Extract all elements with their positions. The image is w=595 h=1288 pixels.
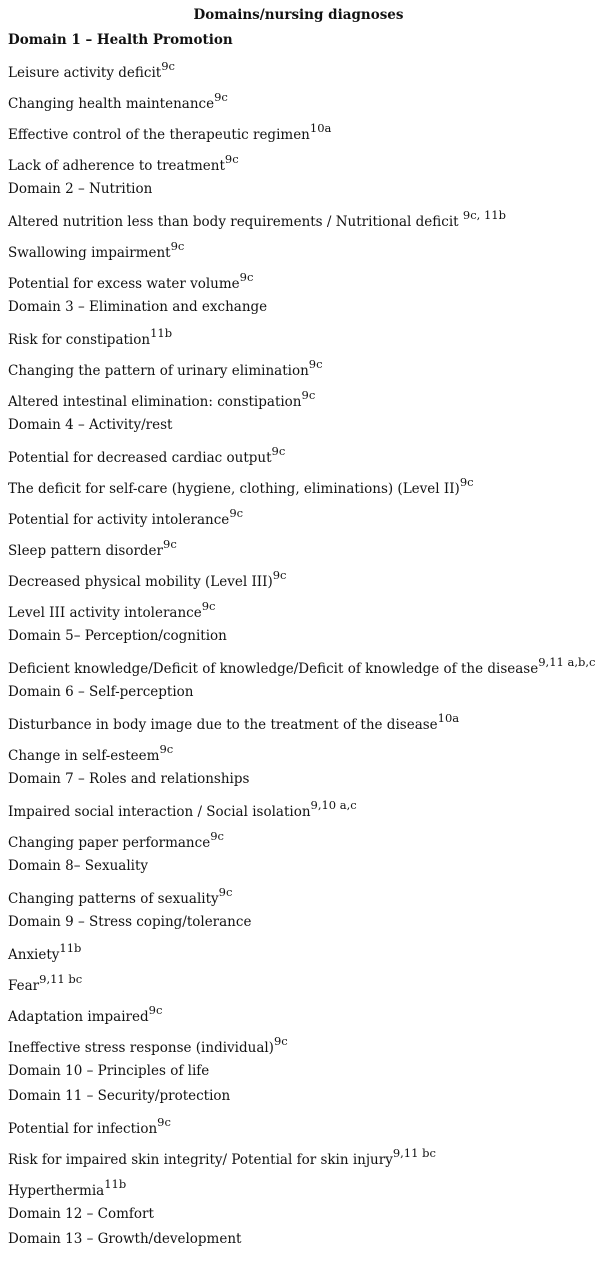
domain-heading xyxy=(8,1084,589,1109)
diagnosis-text: Adaptation impaired xyxy=(8,1009,149,1025)
diagnosis-item xyxy=(8,562,589,593)
reference-superscript: 9c, 11b xyxy=(462,208,506,222)
reference-superscript: 9c xyxy=(161,59,175,73)
table-title: Domains/nursing diagnoses xyxy=(193,7,404,23)
diagnosis-text: Effective control of the therapeutic regimen xyxy=(8,127,310,143)
domain-heading xyxy=(8,1227,589,1252)
reference-superscript: 9c xyxy=(459,475,474,489)
diagnosis-text: Level III activity intolerance xyxy=(8,605,202,621)
diagnosis-text: Deficient knowledge/Deficit of knowledge/Deficit of knowledge of the disease xyxy=(8,661,539,677)
diagnoses-list xyxy=(8,28,595,1252)
domain-heading-text: Domain 12 – Comfort xyxy=(8,1206,154,1222)
diagnosis-item xyxy=(8,966,589,997)
domain-heading xyxy=(8,680,589,705)
diagnosis-item xyxy=(8,649,595,680)
diagnosis-item xyxy=(8,382,589,413)
diagnosis-text: Ineffective stress response (individual) xyxy=(8,1040,274,1056)
reference-superscript: 9,11 bc xyxy=(392,1146,436,1160)
diagnosis-text: Altered intestinal elimination: constipation xyxy=(8,394,302,410)
reference-superscript: 9c xyxy=(218,885,233,899)
diagnosis-item xyxy=(8,84,589,115)
reference-superscript: 11b xyxy=(104,1177,127,1191)
diagnosis-item xyxy=(8,705,589,736)
diagnosis-item xyxy=(8,997,589,1028)
diagnosis-item xyxy=(8,1028,589,1059)
diagnosis-text: Altered nutrition less than body requirements / Nutritional deficit xyxy=(8,214,463,230)
domain-heading-text: Domain 2 – Nutrition xyxy=(8,181,153,197)
domain-heading-text: Domain 7 – Roles and relationships xyxy=(8,771,250,787)
domain-heading-text: Domain 11 – Security/protection xyxy=(8,1088,231,1104)
domain-heading-text: Domain 1 – Health Promotion xyxy=(8,32,233,48)
diagnosis-item xyxy=(8,320,589,351)
diagnosis-text: Potential for activity intolerance xyxy=(8,512,230,528)
diagnosis-item xyxy=(8,500,589,531)
diagnosis-text: Changing paper performance xyxy=(8,835,211,851)
diagnosis-item xyxy=(8,531,589,562)
reference-superscript: 9c xyxy=(170,239,185,253)
reference-superscript: 11b xyxy=(59,941,82,955)
diagnosis-item xyxy=(8,792,589,823)
reference-superscript: 9c xyxy=(272,568,287,582)
diagnosis-text: Potential for infection xyxy=(8,1121,158,1137)
reference-superscript: 10a xyxy=(309,121,332,135)
diagnosis-text: Fear xyxy=(8,978,40,994)
reference-superscript: 9,11 bc xyxy=(39,972,83,986)
diagnosis-item xyxy=(8,438,589,469)
diagnosis-item xyxy=(8,233,589,264)
reference-superscript: 9,10 a,c xyxy=(310,798,357,812)
diagnosis-item xyxy=(8,351,589,382)
diagnosis-item xyxy=(8,202,589,233)
reference-superscript: 9c xyxy=(214,90,228,104)
reference-superscript: 9c xyxy=(159,742,174,756)
domain-heading-text: Domain 4 – Activity/rest xyxy=(8,417,173,433)
domain-heading xyxy=(8,413,589,438)
diagnosis-text: Lack of adherence to treatment xyxy=(8,158,225,174)
diagnosis-item xyxy=(8,935,589,966)
diagnosis-text: Changing health maintenance xyxy=(8,96,215,112)
diagnosis-item xyxy=(8,469,589,500)
reference-superscript: 9c xyxy=(163,537,177,551)
domain-heading xyxy=(8,854,589,879)
domain-heading xyxy=(8,28,589,53)
domain-heading xyxy=(8,767,589,792)
diagnosis-item xyxy=(8,1171,589,1202)
domain-heading xyxy=(8,295,589,320)
diagnosis-text: Changing patterns of sexuality xyxy=(8,891,219,907)
reference-superscript: 9c xyxy=(308,357,323,371)
reference-superscript: 10a xyxy=(437,711,460,725)
diagnosis-item xyxy=(8,823,589,854)
domain-heading-text: Domain 8– Sexuality xyxy=(8,858,149,874)
diagnosis-text: Decreased physical mobility (Level III) xyxy=(8,574,273,590)
diagnosis-text: Potential for excess water volume xyxy=(8,276,240,292)
domain-heading-text: Domain 5– Perception/cognition xyxy=(8,628,227,644)
reference-superscript: 9,11 a,b,c xyxy=(538,655,595,669)
diagnosis-text: Swallowing impairment xyxy=(8,245,171,261)
diagnosis-item xyxy=(8,736,589,767)
domain-heading xyxy=(8,1202,589,1227)
diagnosis-item xyxy=(8,146,589,177)
domain-heading-text: Domain 6 – Self-perception xyxy=(8,684,194,700)
reference-superscript: 9c xyxy=(239,270,254,284)
diagnosis-item xyxy=(8,53,589,84)
diagnosis-text: The deficit for self-care (hygiene, clothing, eliminations) (Level II) xyxy=(8,481,460,497)
reference-superscript: 9c xyxy=(301,388,316,402)
diagnosis-item xyxy=(8,879,589,910)
domain-heading xyxy=(8,910,589,935)
diagnosis-text: Hyperthermia xyxy=(8,1183,105,1199)
domain-heading-text: Domain 10 – Principles of life xyxy=(8,1063,210,1079)
reference-superscript: 11b xyxy=(150,326,173,340)
diagnosis-text: Sleep pattern disorder xyxy=(8,543,163,559)
diagnosis-item xyxy=(8,593,589,624)
diagnosis-text: Risk for impaired skin integrity/ Potential for skin injury xyxy=(8,1152,393,1168)
diagnosis-item xyxy=(8,115,589,146)
diagnosis-text: Disturbance in body image due to the treatment of the disease xyxy=(8,717,438,733)
reference-superscript: 9c xyxy=(201,599,216,613)
reference-superscript: 9c xyxy=(273,1034,288,1048)
diagnosis-text: Change in self-esteem xyxy=(8,748,160,764)
domain-heading xyxy=(8,1059,589,1084)
reference-superscript: 9c xyxy=(271,444,286,458)
diagnosis-text: Impaired social interaction / Social isolation xyxy=(8,804,311,820)
reference-superscript: 9c xyxy=(148,1003,163,1017)
reference-superscript: 9c xyxy=(210,829,224,843)
reference-superscript: 9c xyxy=(157,1115,171,1129)
domain-heading xyxy=(8,624,589,649)
domain-heading-text: Domain 9 – Stress coping/tolerance xyxy=(8,914,252,930)
reference-superscript: 9c xyxy=(229,506,244,520)
diagnosis-item xyxy=(8,264,589,295)
diagnosis-text: Anxiety xyxy=(8,947,60,963)
diagnosis-item xyxy=(8,1140,589,1171)
diagnosis-text: Potential for decreased cardiac output xyxy=(8,450,272,466)
diagnosis-item xyxy=(8,1109,589,1140)
reference-superscript: 9c xyxy=(224,152,239,166)
domain-heading xyxy=(8,177,589,202)
domain-heading-text: Domain 3 – Elimination and exchange xyxy=(8,299,268,315)
diagnosis-text: Risk for constipation xyxy=(8,332,151,348)
domain-heading-text: Domain 13 – Growth/development xyxy=(8,1231,242,1247)
diagnosis-text: Leisure activity deficit xyxy=(8,65,162,81)
diagnosis-text: Changing the pattern of urinary elimination xyxy=(8,363,309,379)
